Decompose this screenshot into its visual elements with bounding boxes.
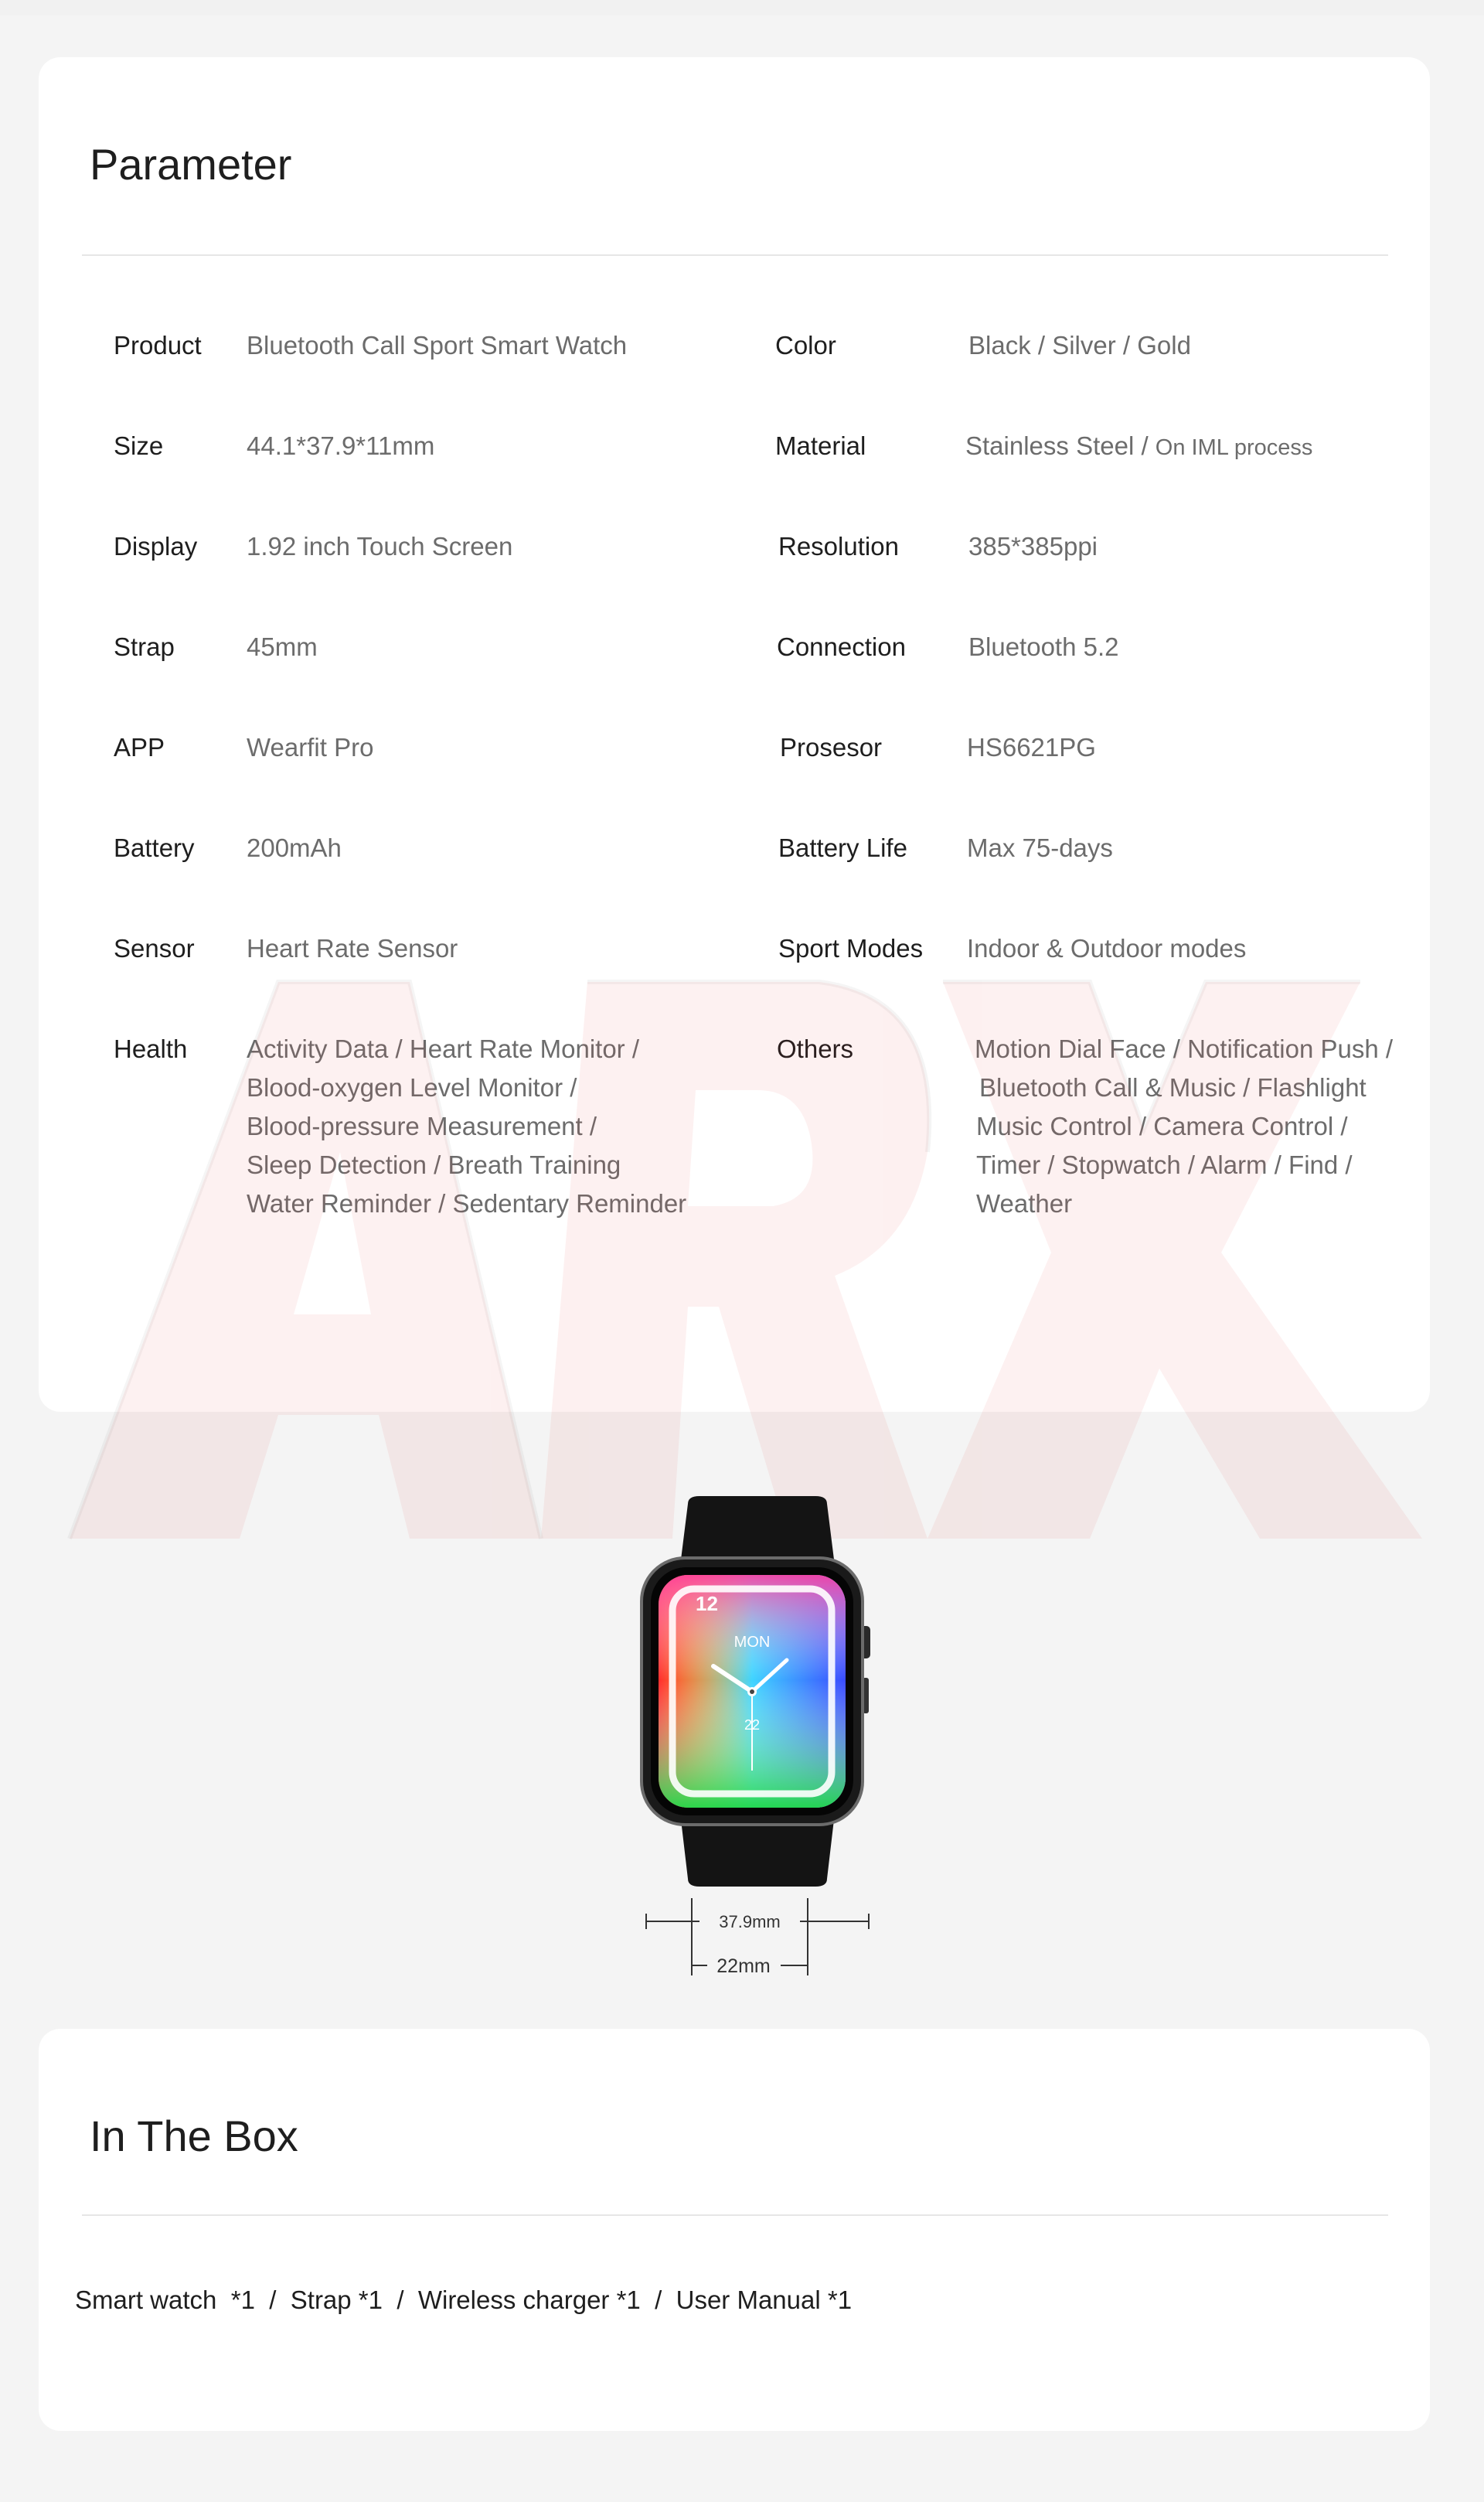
others-line: Motion Dial Face / Notification Push / [975, 1035, 1394, 1063]
spec-label-battery: Battery [114, 833, 195, 862]
spec-label-strap: Strap [114, 632, 175, 661]
spec-label-connection: Connection [777, 632, 906, 661]
spec-label-sensor: Sensor [114, 934, 195, 963]
spec-label-app: APP [114, 733, 165, 762]
in-the-box-divider [82, 2214, 1388, 2216]
health-line: Activity Data / Heart Rate Monitor / [247, 1035, 640, 1063]
spec-label-others: Others [777, 1035, 854, 1063]
dimension-diagram [634, 1898, 881, 1991]
spec-value-app: Wearfit Pro [247, 733, 374, 762]
spec-value-connection: Bluetooth 5.2 [968, 632, 1119, 661]
others-line: Weather [976, 1189, 1073, 1218]
spec-value-resolution: 385*385ppi [968, 532, 1098, 561]
health-line: Sleep Detection / Breath Training [247, 1150, 621, 1179]
spec-label-display: Display [114, 532, 198, 561]
in-the-box-card [39, 2029, 1430, 2431]
parameter-title: Parameter [90, 140, 292, 189]
material-note: On IML process [1155, 435, 1313, 460]
box-contents: Smart watch *1 / Strap *1 / Wireless charger *1 / User Manual *1 [75, 2286, 853, 2314]
spec-value-battery-life: Max 75-days [967, 833, 1113, 862]
spec-label-product: Product [114, 331, 202, 360]
spec-value-battery: 200mAh [247, 833, 342, 862]
spec-value-strap: 45mm [247, 632, 318, 661]
spec-label-processor: Prosesor [780, 733, 883, 762]
watch-day-label: MON [733, 1634, 771, 1651]
spec-value-sport-modes: Indoor & Outdoor modes [967, 934, 1247, 963]
in-the-box-title: In The Box [90, 2112, 298, 2160]
spec-label-battery-life: Battery Life [778, 833, 907, 862]
dimension-strap-label: 22mm [716, 1955, 771, 1977]
spec-value-processor: HS6621PG [967, 733, 1096, 762]
spec-value-material [965, 427, 1312, 467]
watch-date-label: 22 [744, 1717, 761, 1733]
strap-top [680, 1496, 835, 1566]
dimension-width-label: 37.9mm [719, 1912, 781, 1931]
health-line: Blood-pressure Measurement / [247, 1112, 597, 1140]
spec-label-size: Size [114, 431, 164, 460]
spec-value-sensor: Heart Rate Sensor [247, 934, 458, 963]
parameter-divider [82, 254, 1388, 256]
spec-value-product: Bluetooth Call Sport Smart Watch [247, 331, 628, 360]
health-line: Water Reminder / Sedentary Reminder [247, 1189, 687, 1218]
spec-label-health: Health [114, 1035, 188, 1063]
spec-value-display: 1.92 inch Touch Screen [247, 532, 513, 561]
others-line: Timer / Stopwatch / Alarm / Find / [976, 1150, 1353, 1179]
top-strip [0, 0, 1484, 15]
spec-label-resolution: Resolution [778, 532, 899, 561]
others-line: Bluetooth Call & Music / Flashlight [979, 1073, 1367, 1102]
watch-screen [659, 1575, 846, 1808]
spec-label-material: Material [775, 431, 866, 460]
material-main: Stainless Steel / [965, 431, 1149, 460]
watch-hour-marker: 12 [696, 1592, 718, 1615]
spec-value-color: Black / Silver / Gold [968, 331, 1191, 360]
spec-value-size: 44.1*37.9*11mm [247, 431, 435, 460]
spec-label-sport-modes: Sport Modes [778, 934, 924, 963]
smartwatch-image [634, 1496, 881, 1887]
health-line: Blood-oxygen Level Monitor / [247, 1073, 577, 1102]
spec-label-color: Color [775, 331, 836, 360]
others-line: Music Control / Camera Control / [976, 1112, 1348, 1140]
